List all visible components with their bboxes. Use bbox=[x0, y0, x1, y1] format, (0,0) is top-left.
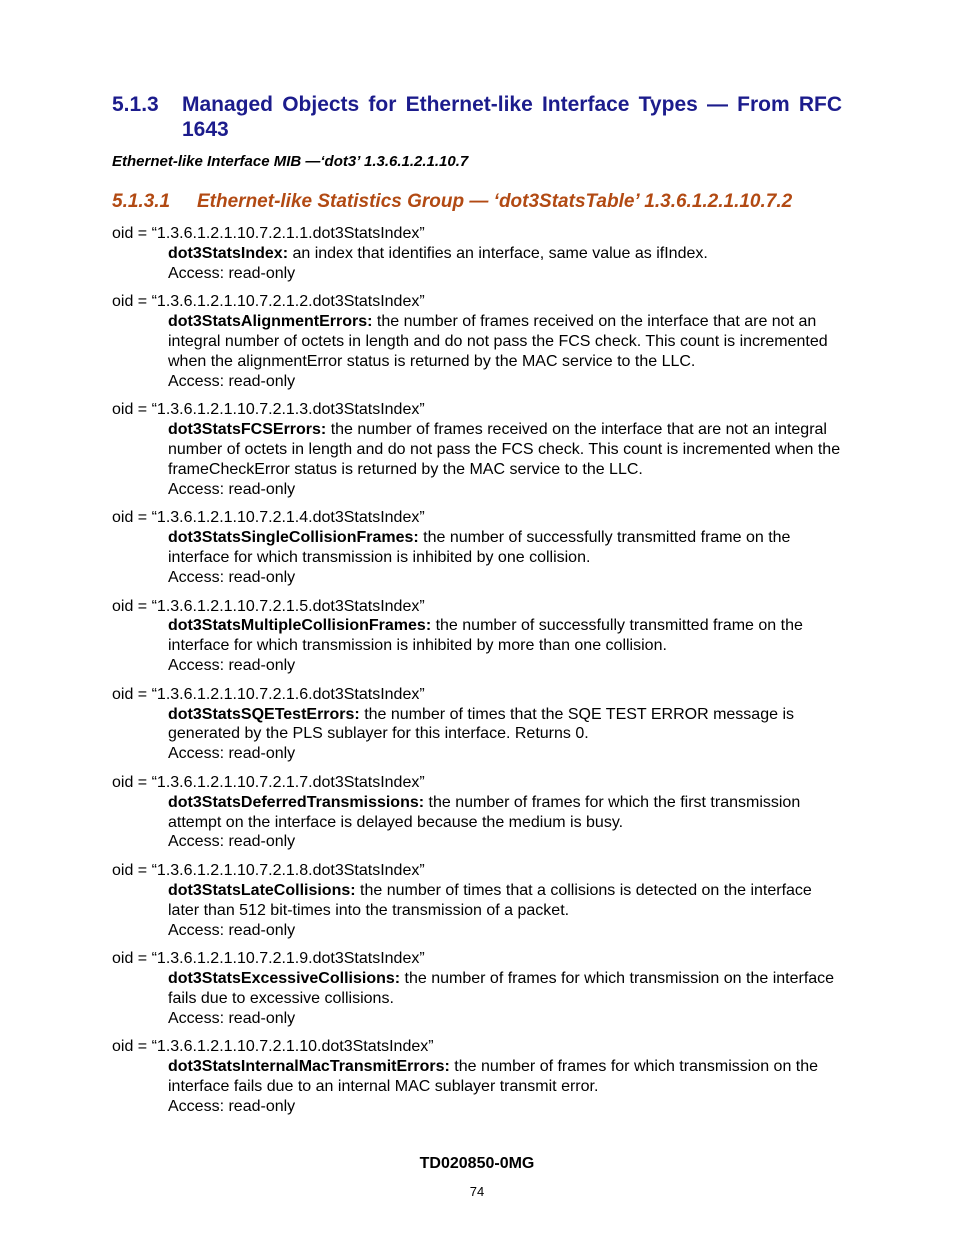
object-description: the number of times that the SQE TEST ERROR message is generated by the PLS sublayer for this interface. Returns 0. bbox=[168, 705, 794, 743]
list-item bbox=[112, 1037, 844, 1116]
list-item bbox=[112, 292, 844, 391]
list-item bbox=[112, 224, 844, 283]
access-line: Access: read-only bbox=[168, 480, 296, 498]
object-name: dot3StatsIndex: bbox=[168, 244, 289, 262]
oid-line: oid = “1.3.6.1.2.1.10.7.2.1.5.dot3StatsIndex” bbox=[112, 597, 425, 615]
access-line: Access: read-only bbox=[168, 568, 296, 586]
object-name: dot3StatsDeferredTransmissions: bbox=[168, 793, 425, 811]
object-description: the number of successfully transmitted frame on the interface for which transmission is inhibited by one collision. bbox=[168, 529, 791, 566]
document-id: TD020850-0MG bbox=[419, 1155, 535, 1172]
object-description: the number of frames received on the interface that are not an integral number of octets in length and do not pass the FCS check. This count is incremented when the frameCheckError status is returned by the MAC service to the LLC. bbox=[168, 421, 841, 478]
oid-line: oid = “1.3.6.1.2.1.10.7.2.1.4.dot3StatsIndex” bbox=[112, 509, 425, 527]
object-name: dot3StatsExcessiveCollisions: bbox=[168, 970, 401, 988]
access-line: Access: read-only bbox=[168, 745, 296, 763]
access-line: Access: read-only bbox=[168, 833, 296, 851]
object-description: the number of times that a collisions is detected on the interface later than 512 bit-times into the transmission of a packet. bbox=[168, 881, 812, 919]
entries-list bbox=[112, 224, 844, 1126]
object-name: dot3StatsSingleCollisionFrames: bbox=[168, 529, 419, 547]
access-line: Access: read-only bbox=[168, 372, 296, 390]
access-line: Access: read-only bbox=[168, 921, 296, 939]
subsection-heading bbox=[112, 191, 792, 213]
access-line: Access: read-only bbox=[168, 1009, 296, 1027]
list-item bbox=[112, 685, 844, 764]
object-name: dot3StatsAlignmentErrors: bbox=[168, 313, 373, 331]
entry-detail bbox=[168, 312, 844, 371]
list-item bbox=[112, 597, 844, 676]
object-description: the number of frames received on the interface that are not an integral number of octets in length and do not pass the FCS check. This count is incremented when the alignmentError status is returned by the MAC service to the LLC. bbox=[168, 313, 828, 370]
oid-line: oid = “1.3.6.1.2.1.10.7.2.1.2.dot3StatsIndex” bbox=[112, 293, 425, 311]
object-name: dot3StatsFCSErrors: bbox=[168, 421, 327, 439]
oid-line: oid = “1.3.6.1.2.1.10.7.2.1.1.dot3StatsIndex” bbox=[112, 225, 425, 242]
oid-line: oid = “1.3.6.1.2.1.10.7.2.1.6.dot3StatsIndex” bbox=[112, 685, 425, 703]
oid-line: oid = “1.3.6.1.2.1.10.7.2.1.10.dot3StatsIndex” bbox=[112, 1038, 434, 1056]
oid-line: oid = “1.3.6.1.2.1.10.7.2.1.8.dot3StatsIndex” bbox=[112, 862, 425, 880]
access-line: Access: read-only bbox=[168, 1097, 296, 1115]
object-name: dot3StatsMultipleCollisionFrames: bbox=[168, 617, 432, 635]
access-line: Access: read-only bbox=[168, 264, 296, 282]
object-name: dot3StatsLateCollisions: bbox=[168, 881, 356, 899]
object-description: the number of frames for which transmission on the interface fails due to excessive collisions. bbox=[168, 970, 835, 1007]
subsection-title: Ethernet-like Statistics Group — ‘dot3StatsTable’ 1.3.6.1.2.1.10.7.2 bbox=[197, 191, 793, 212]
entry-detail bbox=[168, 1057, 844, 1097]
oid-line: oid = “1.3.6.1.2.1.10.7.2.1.7.dot3StatsIndex” bbox=[112, 773, 425, 791]
mib-line: Ethernet-like Interface MIB —‘dot3’ 1.3.6.1.2.1.10.7 bbox=[112, 153, 469, 170]
list-item bbox=[112, 400, 844, 499]
section-heading bbox=[112, 92, 842, 142]
entry-detail bbox=[168, 705, 844, 745]
entry-detail bbox=[168, 793, 844, 833]
object-description: the number of frames for which transmission on the interface fails due to an internal MAC sublayer transmit error. bbox=[168, 1058, 819, 1096]
section-title: Managed Objects for Ethernet-like Interface Types — From RFC 1643 bbox=[182, 93, 842, 141]
entry-detail bbox=[168, 881, 844, 921]
object-name: dot3StatsInternalMacTransmitErrors: bbox=[168, 1058, 450, 1076]
list-item bbox=[112, 861, 844, 940]
list-item bbox=[112, 949, 844, 1028]
object-name: dot3StatsSQETestErrors: bbox=[168, 705, 360, 723]
object-description: the number of frames for which the first transmission attempt on the interface is delayed because the medium is busy. bbox=[168, 793, 801, 831]
access-line: Access: read-only bbox=[168, 656, 296, 674]
list-item bbox=[112, 508, 844, 587]
object-description: the number of successfully transmitted frame on the interface for which transmission is inhibited by more than one collision. bbox=[168, 617, 803, 655]
entry-detail bbox=[168, 616, 844, 656]
subsection-number: 5.1.3.1 bbox=[112, 191, 171, 212]
object-description: an index that identifies an interface, same value as ifIndex. bbox=[288, 244, 708, 262]
entry-detail bbox=[168, 528, 844, 568]
entry-detail bbox=[168, 244, 844, 264]
page-number: 74 bbox=[469, 1184, 485, 1199]
oid-line: oid = “1.3.6.1.2.1.10.7.2.1.3.dot3StatsIndex” bbox=[112, 401, 425, 419]
oid-line: oid = “1.3.6.1.2.1.10.7.2.1.9.dot3StatsIndex” bbox=[112, 950, 425, 968]
entry-detail bbox=[168, 420, 844, 479]
section-number: 5.1.3 bbox=[112, 93, 159, 116]
list-item bbox=[112, 773, 844, 852]
entry-detail bbox=[168, 969, 844, 1009]
